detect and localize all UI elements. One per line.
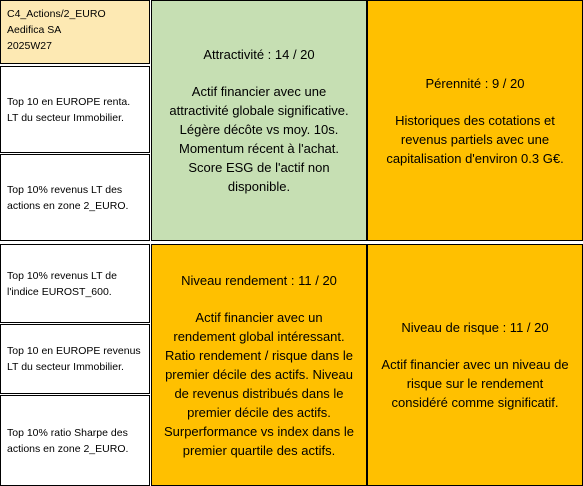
rendement-panel [151, 244, 367, 486]
left-row-2 [0, 154, 150, 241]
risque-title: Niveau de risque : 11 / 20 [401, 320, 549, 335]
perennite-panel [367, 0, 583, 241]
perennite-title: Pérennité : 9 / 20 [425, 75, 525, 91]
risque-panel [367, 244, 583, 486]
asset-week: 2025W27 [7, 40, 52, 52]
left-row-text: Top 10% ratio Sharpe des actions en zone 2_EURO. [7, 426, 129, 455]
left-row-text: Top 10 en EUROPE revenus LT du secteur Immobilier. [7, 345, 141, 373]
left-row-3 [0, 244, 150, 323]
risque-text: Actif financier avec un niveau de risque sur le rendement considéré comme significatif. [381, 357, 569, 410]
perennite-text: Historiques des cotations et revenus partiels avec une capitalisation d'environ 0.3 G€. [386, 112, 564, 166]
asset-header [0, 0, 150, 64]
attractivite-text: Actif financier avec une attractivité globale significative. Légère décôte vs moy. 10s. Momentum récent à l'achat. Score ESG de l'actif non disponible. [169, 84, 349, 194]
asset-category: C4_Actions/2_EURO [7, 8, 106, 20]
rendement-title: Niveau rendement : 11 / 20 [181, 272, 337, 288]
asset-name: Aedifica SA [7, 24, 62, 36]
attractivite-panel [151, 0, 367, 241]
left-row-5 [0, 395, 150, 486]
left-row-text: Top 10% revenus LT des actions en zone 2_EURO. [7, 183, 129, 212]
left-row-text: Top 10 en EUROPE renta. LT du secteur Immobilier. [7, 95, 131, 124]
attractivite-title: Attractivité : 14 / 20 [203, 47, 315, 62]
left-row-1 [0, 66, 150, 153]
left-row-4 [0, 324, 150, 394]
left-row-text: Top 10% revenus LT de l'indice EUROST_600. [7, 269, 117, 298]
rendement-text: Actif financier avec un rendement global intéressant. Ratio rendement / risque dans le premier décile des actifs. Niveau de revenus distribués dans le premier décile des actifs. Surperformance vs index dans le premier quartile des actifs. [163, 309, 355, 458]
